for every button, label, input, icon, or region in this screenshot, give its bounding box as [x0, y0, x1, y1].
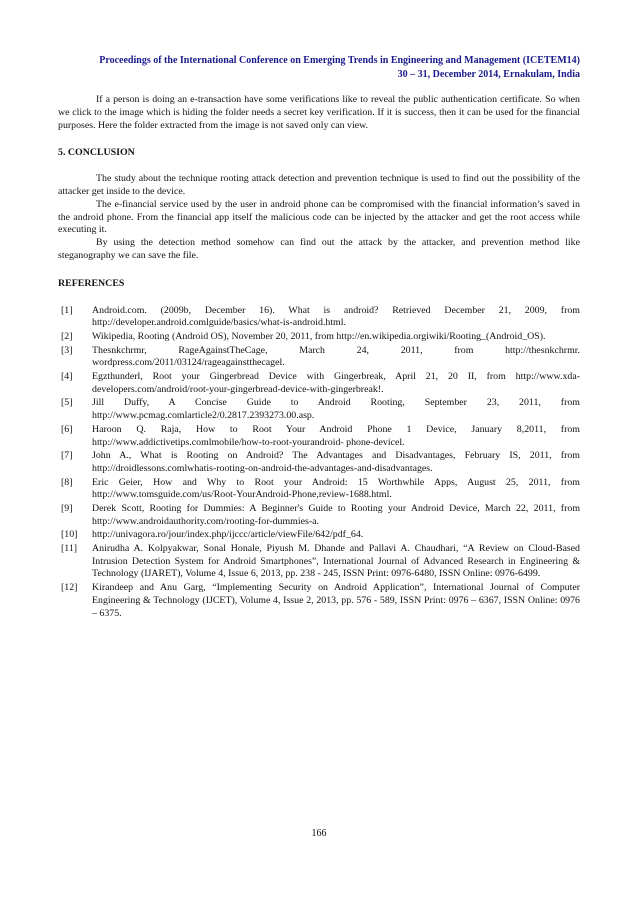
page-content — [58, 94, 580, 621]
reference-text: Eric Geier, How and Why to Root your Android: 15 Worthwhile Apps, August 25, 2011, from http://www.tomsguide.com/us/Root-YourAndroid-Phone,review-1688.html. — [92, 476, 580, 501]
reference-text: Android.com. (2009b, December 16). What is android? Retrieved December 21, 2009, from http://developer.android.comlguide/basics/what-is-android.html. — [92, 304, 580, 329]
reference-text: Kirandeep and Anu Garg, “Implementing Security on Android Application”, International Journal of Computer Engineering & Technology (IJCET), Volume 4, Issue 2, 2013, pp. 576 - 589, ISSN Print: 0976 – 6367, ISSN Online: 0976 – 6375. — [92, 582, 580, 619]
reference-number: [4] — [61, 370, 73, 382]
conclusion-paragraph: The study about the technique rooting attack detection and prevention technique is used to find out the possibility of the attacker get inside to the device. — [58, 173, 580, 197]
reference-text: http://univagora.ro/jour/index.php/ijccc/article/viewFile/642/pdf_64. — [92, 529, 364, 541]
reference-text: Egzthunderl, Root your Gingerbread Device with Gingerbreak, April 21, 20 II, from http://www.xda-developers.com/android/root-your-gingerbread-device-with-gingerbreak!. — [92, 370, 580, 395]
reference-number: [12] — [61, 582, 78, 594]
reference-item — [58, 397, 580, 423]
reference-number: [10] — [61, 529, 78, 541]
reference-number: [2] — [61, 330, 73, 342]
conference-header — [20, 54, 580, 81]
reference-item — [58, 331, 580, 344]
reference-item — [58, 477, 580, 503]
reference-text: Jill Duffy, A Concise Guide to Android Rooting, September 23, 2011, from http://www.pcmag.comlarticle2/0.2817.2393273.00.asp. — [92, 397, 580, 422]
reference-item — [58, 529, 580, 542]
reference-number: [5] — [61, 397, 73, 409]
references-list — [58, 305, 580, 621]
reference-item — [58, 450, 580, 476]
intro-paragraph: If a person is doing an e-transaction have some verifications like to reveal the public authentication certificate. So when we click to the image which is hiding the folder needs a secret key verification. If it is success, then it can be used for the financial purposes. Here the folder extracted from the image is not saved only can view. — [58, 94, 580, 131]
reference-number: [7] — [61, 450, 73, 462]
reference-item — [58, 424, 580, 450]
reference-item — [58, 582, 580, 620]
reference-text: Anirudha A. Kolpyakwar, Sonal Honale, Piyush M. Dhande and Pallavi A. Chaudhari, “A Review on Cloud-Based Intrusion Detection System for Android Smartphones”, International Journal of Advanced Research in Engineering & Technology (IJARET), Volume 4, Issue 6, 2013, pp. 238 - 245, ISSN Print: 0976-6480, ISSN Online: 0976-6499. — [92, 542, 580, 580]
reference-number: [1] — [61, 304, 73, 316]
reference-text: Thesnkchrmr, RageAgainstTheCage, March 24, 2011, from http://thesnkchrmr. wordpress.com/2011/03124/rageagainstthecagel. — [92, 344, 580, 369]
page-number: 166 — [311, 828, 327, 839]
header-date-location: 30 – 31, December 2014, Ernakulam, India — [397, 68, 580, 80]
conclusion-paragraph: The e-financial service used by the user in android phone can be compromised with the financial information’s saved in the android phone. From the financial app itself the malicious code can be injected by the attacker and get the root access while executing it. — [58, 198, 580, 236]
reference-item — [58, 305, 580, 331]
reference-text: Derek Scott, Rooting for Dummies: A Beginner's Guide to Rooting your Android Device, March 22, 2011, from http://www.androidauthority.com/rooting-for-dummies-a. — [92, 502, 580, 527]
reference-number: [8] — [61, 476, 73, 488]
reference-text: John A., What is Rooting on Android? The Advantages and Disadvantages, February IS, 2011, from http://droidlessons.comlwhatis-rooting-on-android-the-advantages-and-disadvantages. — [92, 450, 580, 474]
reference-text: Wikipedia, Rooting (Android OS), November 20, 2011, from http://en.wikipedia.orgiwiki/Rooting_(Android_OS). — [92, 330, 546, 342]
reference-item — [58, 345, 580, 371]
references-heading: REFERENCES — [58, 277, 125, 289]
reference-item — [58, 503, 580, 529]
conclusion-paragraph: By using the detection method somehow can find out the attack by the attacker, and prevention method like steganography we can save the file. — [58, 237, 580, 261]
header-title: Proceedings of the International Conference on Emerging Trends in Engineering and Management (ICETEM14) — [99, 55, 580, 66]
conclusion-heading: 5. CONCLUSION — [58, 147, 135, 159]
reference-item — [58, 543, 580, 581]
reference-number: [6] — [61, 423, 73, 435]
reference-number: [11] — [61, 542, 78, 554]
reference-item — [58, 371, 580, 397]
reference-number: [9] — [61, 502, 73, 514]
reference-text: Haroon Q. Raja, How to Root Your Android Phone 1 Device, January 8,2011, from http://www.addictivetips.comlmobile/how-to-root-yourandroid- phone-devicel. — [92, 423, 580, 448]
reference-number: [3] — [61, 344, 73, 356]
